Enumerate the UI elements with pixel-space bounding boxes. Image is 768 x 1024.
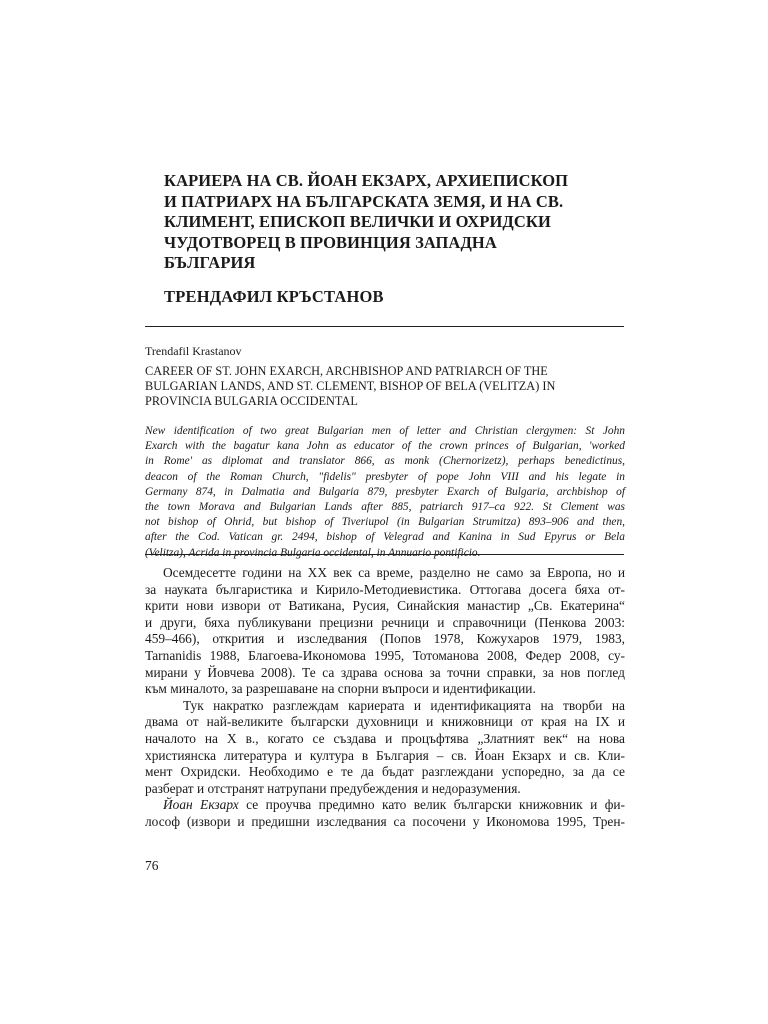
author-name: ТРЕНДАФИЛ КРЪСТАНОВ <box>164 287 384 306</box>
body-line: началото на X в., когато се създава и процъфтява „Златният век“ на нова <box>145 730 625 746</box>
abstract-line: deacon of the Roman Church, "fidelis" presbyter of pope John VIII and his legate in <box>145 470 625 483</box>
body-line: към миналото, за разрешаване на спорни въпроси и идентификации. <box>145 681 536 697</box>
abstract-line: after the Cod. Vatican gr. 2494, bishop of Velegrad and Kanina in Sud Epyrus or Bela <box>145 531 625 544</box>
article-title <box>164 171 624 274</box>
body-line: Осемдесетте години на XX век са време, разделно не само за Европа, но и <box>163 565 625 580</box>
body-line <box>145 797 625 814</box>
english-title-line: BULGARIAN LANDS, AND ST. CLEMENT, BISHOP OF BELA (VELITZA) IN <box>145 379 556 393</box>
body-line: Тук накратко разглеждам кариерата и идентификацията на творби на <box>183 697 625 713</box>
body-line: Tarnanidis 1988, Благоева-Икономова 1995, Тотоманова 2008, Федер 2008, су- <box>145 647 625 663</box>
body-line-rest: се проучва предимно като велик български книжовник и фи- <box>238 797 626 813</box>
body-line: мирани у Йовчева 2008). Те са здрава основа за точни справки, за нов поглед <box>145 664 625 680</box>
body-line: християнска литература и култура в България – св. Йоан Екзарх и св. Кли- <box>145 747 625 763</box>
body-line: лософ (извори и предишни изследвания са посочени у Икономова 1995, Трен- <box>145 813 625 829</box>
abstract-line: the town Morava and Bulgarian Lands after 885, patriarch 917–ca 922. St Clement was <box>145 501 625 514</box>
top-divider <box>145 326 624 327</box>
body-line: мент Охридски. Необходимо е те да бъдат разглеждани успоредно, за да се <box>145 764 625 780</box>
body-text <box>145 565 625 831</box>
abstract-line: Germany 874, in Dalmatia and Bulgaria 879, presbyter Exarch of Bulgaria, archbishop of <box>145 485 625 498</box>
abstract-line: (Velitza), Acrida in provincia Bulgaria occidental, in Annuario pontificio. <box>145 546 481 559</box>
body-line: и други, бяха публикувани прецизни речници и справочници (Пенкова 2003: <box>145 614 625 630</box>
english-title <box>145 364 625 409</box>
body-line: разберат и отстранят натрупани предубеждения и недоразумения. <box>145 780 521 796</box>
english-author-name: Trendafil Krastanov <box>145 344 242 358</box>
title-line: КАРИЕРА НА СВ. ЙОАН ЕКЗАРХ, АРХИЕПИСКОП <box>164 171 569 190</box>
abstract-line: Exarch with the bagatur kana John as educator of the crown princes of Bulgarian, 'worked <box>145 440 625 453</box>
english-title-line: PROVINCIA BULGARIA OCCIDENTAL <box>145 394 358 408</box>
body-line: двама от най-великите български духовници и книжовници от края на IX и <box>145 714 625 730</box>
title-line: БЪЛГАРИЯ <box>164 253 256 272</box>
abstract-line: not bishop of Ohrid, but bishop of Tiveriupol (in Bulgarian Strumitza) 893–906 and then, <box>145 516 625 529</box>
page-number: 76 <box>145 858 159 873</box>
title-line: ЧУДОТВОРЕЦ В ПРОВИНЦИЯ ЗАПАДНА <box>164 232 497 252</box>
english-title-line: CAREER OF ST. JOHN EXARCH, ARCHBISHOP AND PATRIARCH OF THE <box>145 364 548 378</box>
abstract-line: New identification of two great Bulgarian men of letter and Christian clergymen: St John <box>145 425 625 437</box>
emphasized-name: Йоан Екзарх <box>163 797 239 813</box>
title-line: И ПАТРИАРХ НА БЪЛГАРСКАТА ЗЕМЯ, И НА СВ. <box>164 191 564 211</box>
title-line: КЛИМЕНТ, ЕПИСКОП ВЕЛИЧКИ И ОХРИДСКИ <box>164 212 551 231</box>
body-line: за науката българистика и Кирило-Методиевистика. Оттогава досега бяха от- <box>145 581 625 597</box>
abstract <box>145 424 625 561</box>
abstract-line: in Rome' as diplomat and translator 866, as monk (Chernorizetz), perhaps benedictinus, <box>145 455 625 468</box>
body-line: 459–466), открития и изследвания (Попов 1978, Кожухаров 1979, 1983, <box>145 631 625 647</box>
bottom-divider <box>145 554 624 555</box>
body-line: крити нови извори от Ватикана, Русия, Синайския манастир „Св. Екатерина“ <box>145 598 625 614</box>
